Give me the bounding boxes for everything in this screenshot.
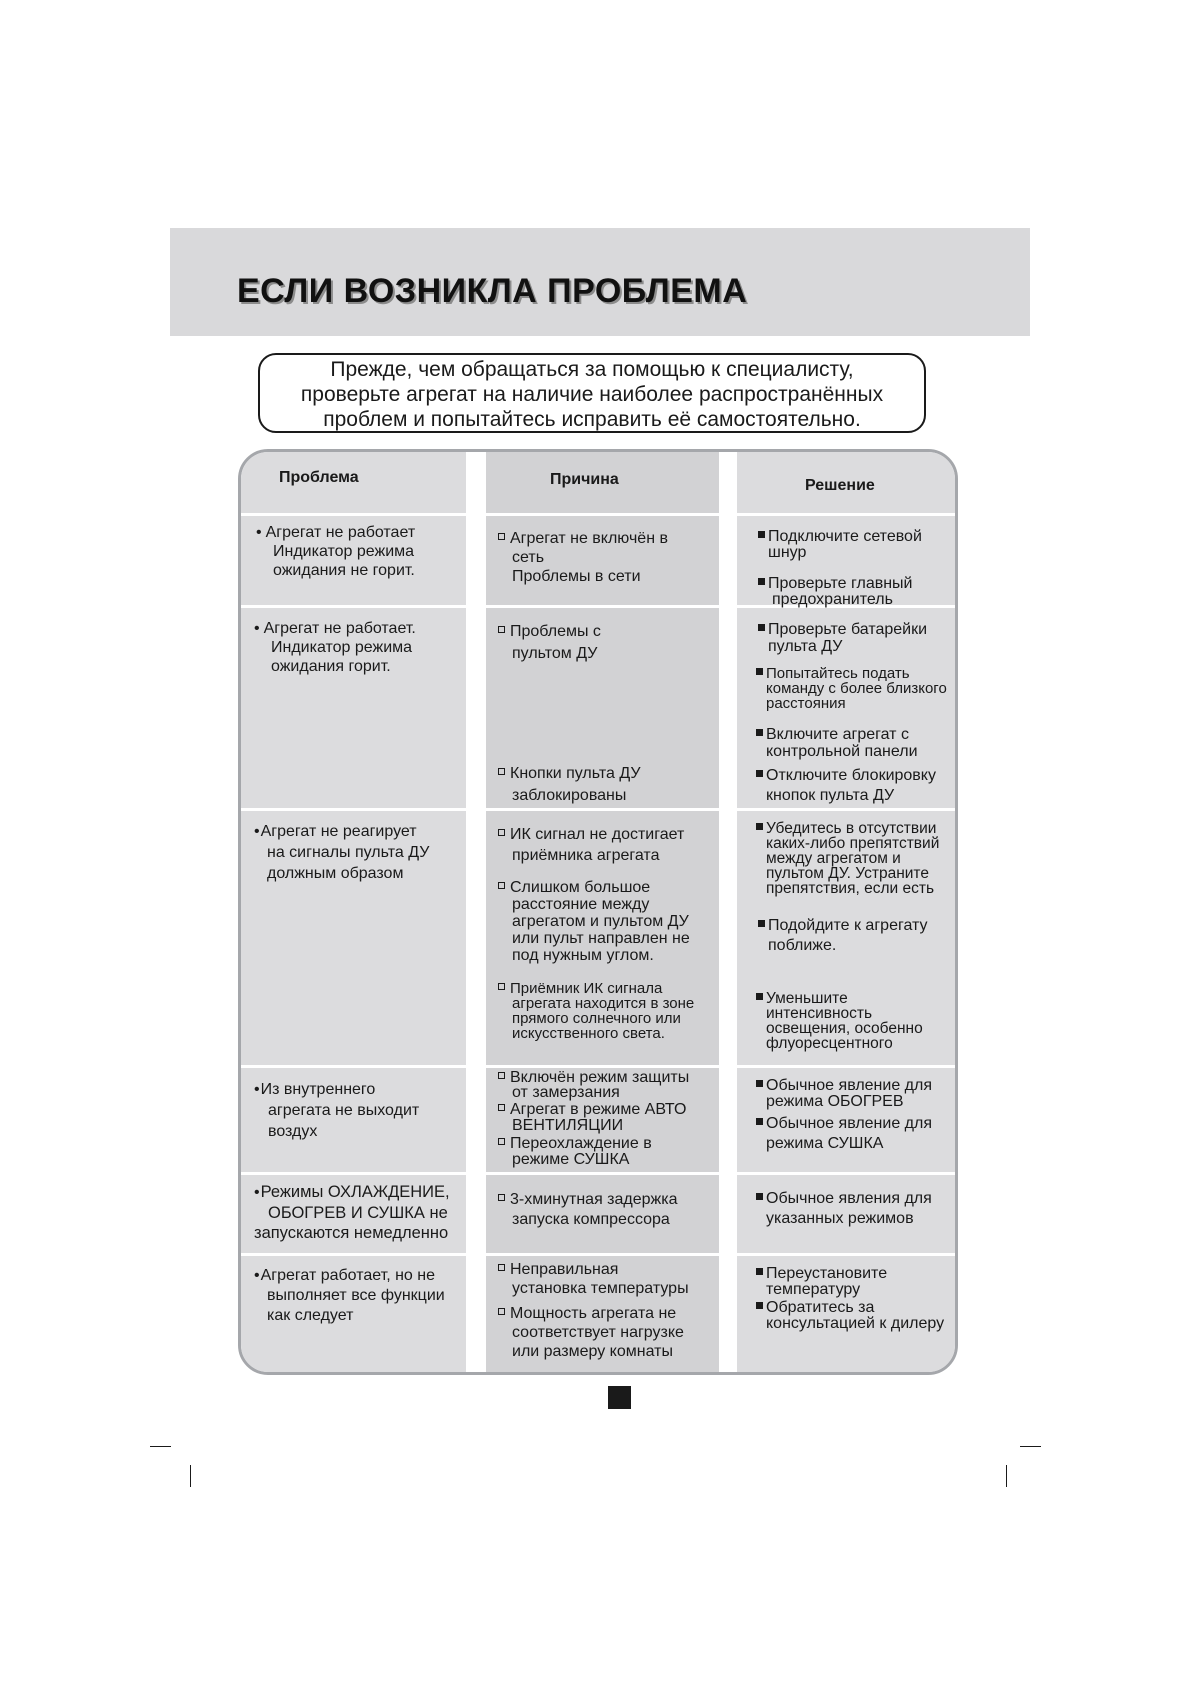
solution-text: Обратитесь за консультацией к дилеру — [756, 1300, 944, 1332]
square-bullet-icon — [756, 823, 763, 830]
header-cause-cell — [486, 452, 719, 513]
crop-mark — [190, 1465, 191, 1487]
cause-text: ИК сигнал не достигает приёмника агрегата — [498, 824, 684, 866]
row2-cause-cell — [486, 608, 719, 808]
cause-text: Агрегат в режиме АВТО ВЕНТИЛЯЦИИ — [498, 1102, 686, 1134]
square-bullet-icon — [758, 624, 765, 631]
header-problem: Проблема — [279, 469, 359, 486]
square-bullet-icon — [756, 1302, 763, 1309]
solution-text: Переустановите температуру — [756, 1266, 887, 1298]
checkbox-icon — [498, 533, 505, 540]
solution-text: Отключите блокировку кнопок пульта ДУ — [756, 766, 936, 806]
row6-solution-cell — [737, 1256, 958, 1375]
square-bullet-icon — [758, 578, 765, 585]
row6-problem-cell — [241, 1256, 466, 1375]
row2-problem-cell — [241, 608, 466, 808]
row4-solution-cell — [737, 1068, 958, 1172]
bullet-icon — [254, 1079, 260, 1100]
row6-cause-cell — [486, 1256, 719, 1375]
square-bullet-icon — [756, 1118, 763, 1125]
checkbox-icon — [498, 1072, 505, 1079]
notice-box — [258, 353, 926, 433]
row1-cause-cell — [486, 516, 719, 605]
square-bullet-icon — [758, 531, 765, 538]
checkbox-icon — [498, 1138, 505, 1145]
problem-text: •Агрегат не реагирует на сигналы пульта ДУ должным образом — [254, 821, 429, 884]
header-problem-cell — [241, 452, 466, 513]
checkbox-icon — [498, 983, 505, 990]
bullet-icon — [256, 523, 262, 542]
checkbox-icon — [498, 768, 505, 775]
row3-cause-cell — [486, 811, 719, 1065]
solution-text: Проверьте батарейки пульта ДУ — [758, 621, 927, 655]
square-bullet-icon — [756, 1193, 763, 1200]
title-banner — [170, 228, 1030, 336]
row5-cause-cell — [486, 1175, 719, 1253]
cause-text: Включён режим защиты от замерзания — [498, 1070, 689, 1100]
solution-text: Уменьшите интенсивность освещения, особенно флуоресцентного — [756, 991, 923, 1051]
notice-line: проверьте агрегат на наличие наиболее распространённых — [300, 383, 884, 406]
square-bullet-icon — [756, 1080, 763, 1087]
solution-text: Обычное явление для режима ОБОГРЕВ — [756, 1078, 932, 1110]
problem-text: •Агрегат работает, но не выполняет все функции как следует — [254, 1266, 445, 1326]
bullet-icon — [254, 821, 260, 842]
checkbox-icon — [498, 1308, 505, 1315]
square-bullet-icon — [756, 993, 763, 1000]
troubleshooting-table — [238, 449, 958, 1375]
page-title: ЕСЛИ ВОЗНИКЛА ПРОБЛЕМА — [237, 272, 748, 310]
crop-mark — [1020, 1446, 1041, 1447]
notice-line: проблем и попытайтесь исправить её самостоятельно. — [323, 408, 861, 431]
row1-solution-cell — [737, 516, 958, 608]
row5-solution-cell — [737, 1175, 958, 1253]
notice-line: Прежде, чем обращаться за помощью к специалисту, — [330, 358, 854, 381]
square-bullet-icon — [756, 729, 763, 736]
solution-text: Обычное явление для режима СУШКА — [756, 1114, 932, 1154]
checkbox-icon — [498, 882, 505, 889]
bullet-icon — [254, 1182, 260, 1203]
cause-text: Неправильная установка температуры — [498, 1260, 689, 1298]
row2-solution-cell — [737, 608, 958, 808]
row3-solution-cell — [737, 811, 958, 1065]
header-solution-cell — [737, 452, 958, 513]
solution-text: Проверьте главный предохранитель — [758, 576, 912, 608]
solution-text: Попытайтесь подать команду с более близкого расстояния — [756, 666, 947, 711]
checkbox-icon — [498, 829, 505, 836]
square-bullet-icon — [758, 920, 765, 927]
solution-text: Убедитесь в отсутствии каких-либо препятствий между агрегатом и пультом ДУ. Устраните препятствия, если есть — [756, 821, 939, 896]
cause-text: Проблемы с пультом ДУ — [498, 621, 601, 665]
cause-text: Кнопки пульта ДУ заблокированы — [498, 763, 641, 807]
header-solution: Решение — [805, 477, 875, 494]
crop-mark — [150, 1446, 171, 1447]
page-marker — [608, 1386, 631, 1409]
solution-text: Подойдите к агрегату поближе. — [758, 916, 928, 956]
problem-text: •Агрегат не работает Индикатор режима ожидания не горит. — [256, 523, 415, 580]
checkbox-icon — [498, 1194, 505, 1201]
solution-text: Включите агрегат с контрольной панели — [756, 726, 918, 760]
problem-text: •Режимы ОХЛАЖДЕНИЕ, ОБОГРЕВ И СУШКА не запускаются немедленно — [254, 1182, 450, 1243]
square-bullet-icon — [756, 668, 763, 675]
checkbox-icon — [498, 626, 505, 633]
cause-text: Переохлаждение в режиме СУШКА — [498, 1136, 652, 1168]
cause-text: 3-хминутная задержка запуска компрессора — [498, 1190, 678, 1230]
cause-text: Приёмник ИК сигнала агрегата находится в зоне прямого солнечного или искусственного света. — [498, 981, 694, 1041]
row5-problem-cell — [241, 1175, 466, 1253]
header-cause: Причина — [550, 471, 619, 488]
row4-cause-cell — [486, 1068, 719, 1172]
solution-text: Подключите сетевой шнур — [758, 529, 922, 561]
solution-text: Обычное явления для указанных режимов — [756, 1189, 932, 1229]
bullet-icon — [254, 1266, 260, 1286]
square-bullet-icon — [756, 1268, 763, 1275]
cause-text: Агрегат не включён в сеть Проблемы в сети — [498, 529, 668, 586]
row4-problem-cell — [241, 1068, 466, 1172]
cause-text: Слишком большое расстояние между агрегатом и пультом ДУ или пульт направлен не под нужным углом. — [498, 879, 690, 964]
cause-text: Мощность агрегата не соответствует нагрузке или размеру комнаты — [498, 1304, 684, 1361]
row3-problem-cell — [241, 811, 466, 1065]
checkbox-icon — [498, 1104, 505, 1111]
checkbox-icon — [498, 1264, 505, 1271]
crop-mark — [1006, 1465, 1007, 1487]
bullet-icon — [254, 619, 260, 638]
problem-text: •Из внутреннего агрегата не выходит воздух — [254, 1079, 419, 1142]
problem-text: •Агрегат не работает. Индикатор режима ожидания горит. — [254, 619, 416, 676]
row1-problem-cell — [241, 516, 466, 605]
square-bullet-icon — [756, 770, 763, 777]
